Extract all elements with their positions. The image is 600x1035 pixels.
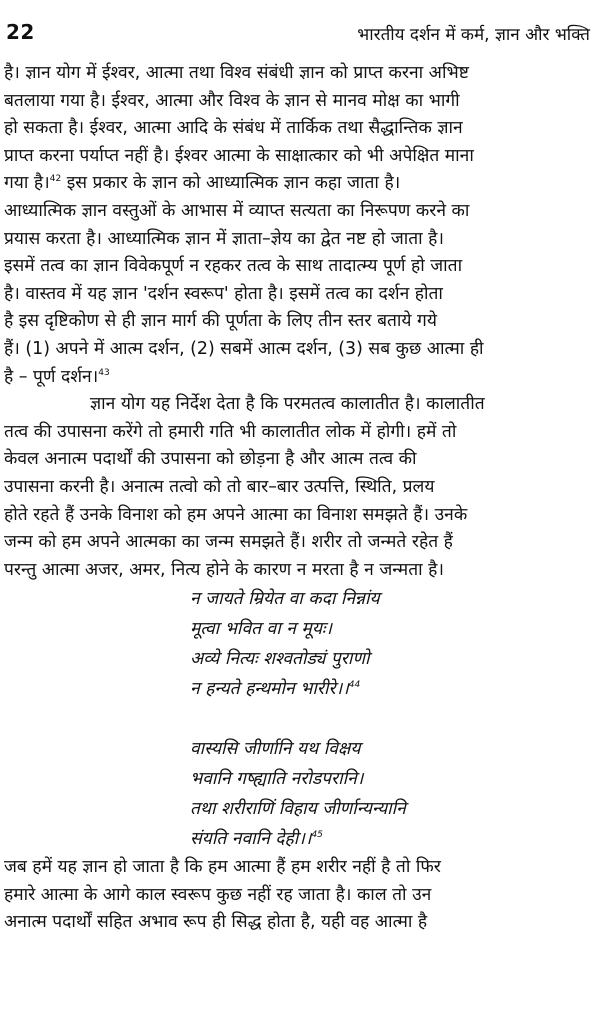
verse-1 [4, 584, 590, 704]
text-line: है। ज्ञान योग में ईश्वर, आत्मा तथा विश्व संबंधी ज्ञान को प्राप्त करना अभिष्ट [4, 63, 469, 83]
text-line: जब हमें यह ज्ञान हो जाता है कि हम आत्मा हैं हम शरीर नहीं है तो फिर [4, 857, 441, 878]
footnote-ref-44: 44 [348, 680, 361, 691]
text-line: हो सकता है। ईश्वर, आत्मा आदि के संबंध में तार्किक तथा सैद्धान्तिक ज्ञान [4, 118, 463, 139]
text-line: है इस दृष्टिकोण से ही ज्ञान मार्ग की पूर्णता के लिए तीन स्तर बताये गये [4, 311, 437, 332]
paragraph-1 [4, 60, 590, 391]
page-number: 22 [6, 20, 35, 44]
verse-line [4, 824, 590, 854]
text-line: इसमें तत्व का ज्ञान विवेकपूर्ण न रहकर तत्व के साथ तादात्म्य पूर्ण हो जाता [4, 256, 463, 277]
text-segment: है – पूर्ण दर्शन। [4, 366, 99, 387]
verse-spacer [4, 704, 590, 734]
text-line: अनात्म पदार्थों सहित अभाव रूप ही सिद्ध होता है, यही वह आत्मा है [4, 912, 428, 933]
text-line: तत्व की उपासना करेंगे तो हमारी गति भी कालातीत लोक में होगी। हमें तो [4, 421, 457, 442]
text-line: है। वास्तव में यह ज्ञान 'दर्शन स्वरूप' होता है। इसमें तत्व का दर्शन होता [4, 283, 443, 304]
text-line: होते रहते हैं उनके विनाश को हम अपने आत्मा का विनाश समझते हैं। उनके [4, 504, 468, 525]
paragraph-3 [4, 854, 590, 937]
text-segment: इस प्रकार के ज्ञान को आध्यात्मिक ज्ञान कहा जाता है। [66, 173, 401, 194]
verse-line: वास्यसि जीर्णानि यथ विक्षय [190, 739, 361, 760]
text-segment: न हन्यते हन्थमोन भारीरे।। [190, 679, 349, 700]
text-line: हमारे आत्मा के आगे काल स्वरूप कुछ नहीं रह जाता है। काल तो उन [4, 884, 432, 905]
text-line: केवल अनात्म पदार्थों की उपासना को छोड़ना है और आत्म तत्व की [4, 449, 417, 470]
text-line: उपासना करनी है। अनात्म तत्वो को तो बार–बार उत्पत्ति, स्थिति, प्रलय [4, 476, 435, 497]
text-line: जन्म को हम अपने आत्मका का जन्म समझते हैं। शरीर तो जन्मते रहेत हैं [4, 532, 453, 553]
verse-line: न जायते म्रियेत वा कदा निन्नांय [190, 589, 380, 610]
verse-line: भवानि गष्ह्याति नरोडपरानि। [190, 769, 364, 790]
running-title: भारतीय दर्शन में कर्म, ज्ञान और भक्ति [357, 25, 590, 45]
paragraph-2 [4, 391, 590, 584]
footnote-ref-42: 42 [49, 174, 62, 185]
footnote-ref-45: 45 [311, 830, 323, 841]
verse-line: तथा शरीराणिं विहाय जीर्णान्यन्यानि [190, 799, 406, 820]
verse-2 [4, 734, 590, 854]
verse-line [4, 674, 590, 704]
text-line [4, 364, 590, 392]
page-header [4, 20, 590, 60]
text-segment: संयति नवानि देही।। [190, 829, 312, 850]
text-line [4, 170, 590, 198]
footnote-ref-43: 43 [98, 367, 110, 378]
verse-line: अव्ये नित्यः शश्वतोड्यं पुराणो [190, 649, 370, 670]
verse-line: मूत्वा भवित वा न मूयः। [190, 619, 333, 640]
text-segment: गया है। [4, 173, 50, 194]
text-line: प्राप्त करना पर्याप्त नहीं है। ईश्वर आत्मा के साक्षात्कार को भी अपेक्षित माना [4, 145, 474, 166]
text-line: हैं। (1) अपने में आत्म दर्शन, (2) सबमें आत्म दर्शन, (3) सब कुछ आत्मा ही [4, 338, 484, 359]
text-line: प्रयास करता है। आध्यात्मिक ज्ञान में ज्ञाता–ज्ञेय का द्वेत नष्ट हो जाता है। [4, 228, 445, 249]
text-line: परन्तु आत्मा अजर, अमर, नित्य होने के कारण न मरता है न जन्मता है। [4, 559, 444, 580]
text-line: बतलाया गया है। ईश्वर, आत्मा और विश्व के ज्ञान से मानव मोक्ष का भागी [4, 90, 460, 111]
text-line: ज्ञान योग यह निर्देश देता है कि परमतत्व कालातीत है। कालातीत [90, 394, 485, 415]
text-line: आध्यात्मिक ज्ञान वस्तुओं के आभास में व्याप्त सत्यता का निरूपण करने का [4, 200, 470, 221]
